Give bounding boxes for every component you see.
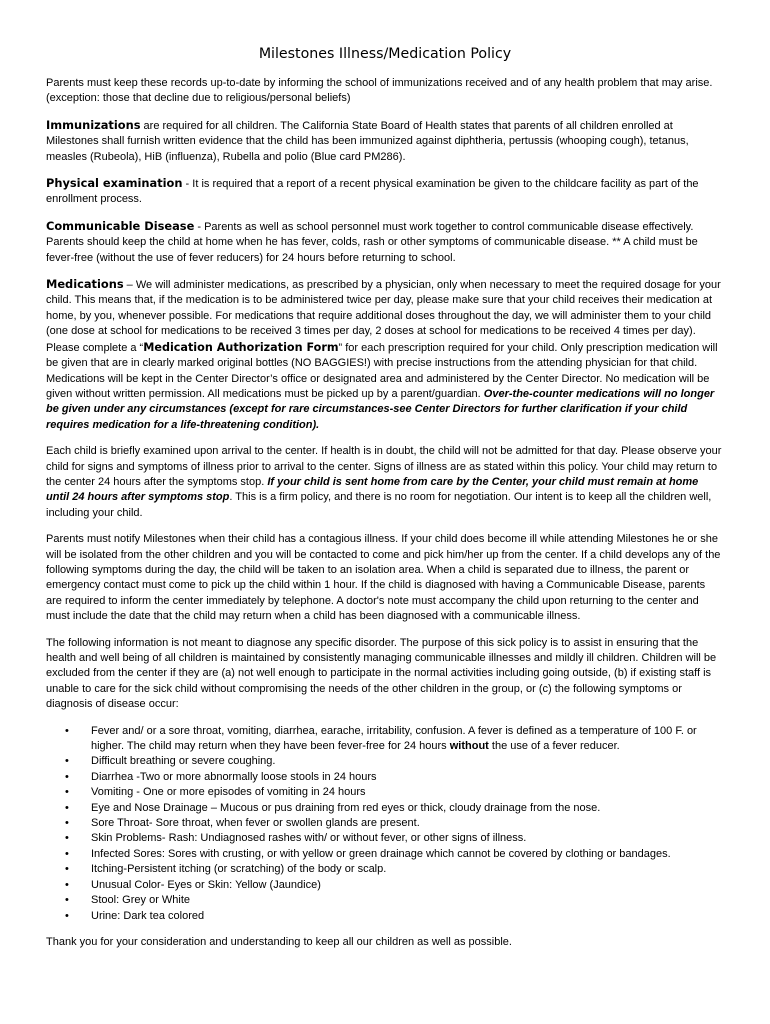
bullet-icon: • (65, 847, 69, 860)
bullet-icon: • (65, 894, 69, 907)
list-item (46, 754, 724, 769)
bullet-icon: • (65, 817, 69, 830)
fever-emphasis: without (449, 740, 489, 753)
physical-exam-heading: Physical examination (46, 176, 183, 191)
symptom-text: Stool: Grey or White (91, 894, 191, 907)
intro-paragraph: Parents must keep these records up-to-date by informing the school of immunizations received and of any health problem that may arise. (exception: those that decline due to religious/personal beliefs) (46, 77, 713, 105)
medications-heading: Medications (46, 277, 124, 292)
bullet-icon: • (65, 801, 69, 814)
bullet-icon: • (65, 878, 69, 891)
fever-text-continued: the use of a fever reducer. (488, 740, 620, 753)
medications-paragraph (46, 277, 724, 433)
page-title: Milestones Illness/Medication Policy (258, 46, 512, 62)
symptom-text: Difficult breathing or severe coughing. (91, 755, 276, 768)
physical-exam-paragraph (46, 176, 724, 208)
bullet-icon: • (65, 909, 69, 922)
symptom-text: Vomiting - One or more episodes of vomiting in 24 hours (91, 786, 366, 799)
purpose-paragraph: The following information is not meant to diagnose any specific disorder. The purpose of this sick policy is to assist in ensuring that the health and well being of all children is maintained by consistently managing communicable illnesses and mildly ill children. Children will be excluded from the center if they are (a) not well enough to participate in the normal activities including going outside, (b) if existing staff is unable to care for the sick child without compromising the needs of the other children in the group, or (c) the following symptoms or diagnosis of disease occur: (46, 636, 717, 711)
arrival-text-continued: . This is a firm policy, and there is no room for negotiation. Our intent is to keep all the children well, including your child. (46, 491, 712, 519)
physical-exam-text: - It is required that a report of a recent physical examination be given to the childcare facility as part of the enrollment process. (46, 178, 699, 206)
symptom-text: Sore Throat- Sore throat, when fever or swollen glands are present. (91, 817, 420, 830)
bullet-icon: • (65, 786, 69, 799)
arrival-text: Each child is briefly examined upon arrival to the center. If health is in doubt, the child will not be admitted for that day. Please observe your child for signs and symptoms of illness prior to arrival to the center. Signs of illness are as stated within this policy. Your child may return to the center 24 hours after the symptoms stop. (46, 445, 722, 488)
symptom-text: Skin Problems- Rash: Undiagnosed rashes with/ or without fever, or other signs of illness. (91, 832, 527, 845)
bullet-icon: • (65, 755, 69, 768)
list-item (46, 893, 724, 908)
bullet-icon: • (65, 724, 69, 737)
medications-text-continued: ” for each prescription required for your child. Only prescription medication will be given that are in clearly marked original bottles (NO BAGGIES!) with precise instructions from the attending physician for that child. Medications will be kept in the Center Director’s office or designated area and administered by the Center Director. No medication will be given without written permission. All medications must be picked up by a parent/guardian. (46, 341, 718, 400)
list-item (46, 862, 724, 877)
sent-home-notice: If your child is sent home from care by the Center, your child must remain at home until 24 hours after symptoms stop (46, 475, 699, 504)
symptom-text: Diarrhea -Two or more abnormally loose stools in 24 hours (91, 770, 377, 783)
symptom-text: Urine: Dark tea colored (91, 909, 205, 922)
bullet-icon: • (65, 770, 69, 783)
list-item (46, 770, 724, 785)
symptom-list (46, 724, 724, 924)
symptom-text: Infected Sores: Sores with crusting, or with yellow or green drainage which cannot be covered by clothing or bandages. (91, 847, 671, 860)
closing-paragraph: Thank you for your consideration and understanding to keep all our children as well as possible. (46, 935, 512, 948)
list-item (46, 724, 724, 755)
fever-text: Fever and/ or a sore throat, vomiting, diarrhea, earache, irritability, confusion. A fever is defined as a temperature of 100 F. or higher. The child may return when they have been fever-free for 24 hours (91, 724, 697, 753)
list-item (46, 831, 724, 846)
arrival-paragraph (46, 444, 724, 521)
list-item (46, 785, 724, 800)
list-item (46, 816, 724, 831)
notify-paragraph: Parents must notify Milestones when their child has a contagious illness. If your child does become ill while attending Milestones he or she will be isolated from the other children and you will be contacted to come and pick him/her up from the center. If a child develops any of the following symptoms during the day, the child will be taken to an isolation area. When a child is separated due to illness, the parent or emergency contact must come to pick up the child within 1 hour. If the child is diagnosed with having a Communicable Disease, parents are required to inform the center immediately by telephone. A doctor's note must accompany the child upon returning to the center and must include the date that the child may return when a child has been diagnosed with a communicable illness. (46, 533, 721, 623)
bullet-icon: • (65, 863, 69, 876)
communicable-disease-text: - Parents as well as school personnel must work together to control communicable disease effectively. Parents should keep the child at home when he has fever, colds, rash or other symptoms of communicable disease. ** A child must be fever-free (without the use of fever reducers) for 24 hours before returning to school. (46, 220, 698, 264)
symptom-text: Unusual Color- Eyes or Skin: Yellow (Jaundice) (91, 878, 321, 891)
list-item (46, 909, 724, 924)
list-item (46, 801, 724, 816)
otc-medications-notice: Over-the-counter medications will no longer be given under any circumstances (except for rare circumstances-see Center Directors for further clarification if your child requires medication for a life-threatening condition). (46, 387, 715, 431)
immunizations-heading: Immunizations (46, 117, 141, 132)
medication-authorization-form-name: Medication Authorization Form (143, 340, 339, 354)
immunizations-paragraph (46, 118, 724, 165)
communicable-disease-paragraph (46, 219, 724, 266)
communicable-disease-heading: Communicable Disease (46, 218, 195, 233)
symptom-text: Eye and Nose Drainage – Mucous or pus draining from red eyes or thick, cloudy drainage from the nose. (91, 801, 601, 814)
bullet-icon: • (65, 832, 69, 845)
immunizations-text: are required for all children. The California State Board of Health states that parents of all children enrolled at Milestones shall furnish written evidence that the child has been immunized against diphtheria, pertussis (whooping cough), tetanus, measles (Rubeola), HiB (influenza), Rubella and polio (Blue card PM286). (46, 119, 689, 163)
symptom-text: Itching-Persistent itching (or scratching) of the body or scalp. (91, 863, 387, 876)
list-item (46, 878, 724, 893)
list-item (46, 847, 724, 862)
medications-text: – We will administer medications, as prescribed by a physician, only when necessary to meet the required dosage for your child. This means that, if the medication is to be administered twice per day, please make sure that your child receives their medication at home, by you, whenever possible. For medications that require additional doses throughout the day, we will administer them to your child (one dose at school for medications to be received 3 times per day, 2 doses at school for medications to be received 4 times per day). Please complete a “ (46, 279, 721, 354)
